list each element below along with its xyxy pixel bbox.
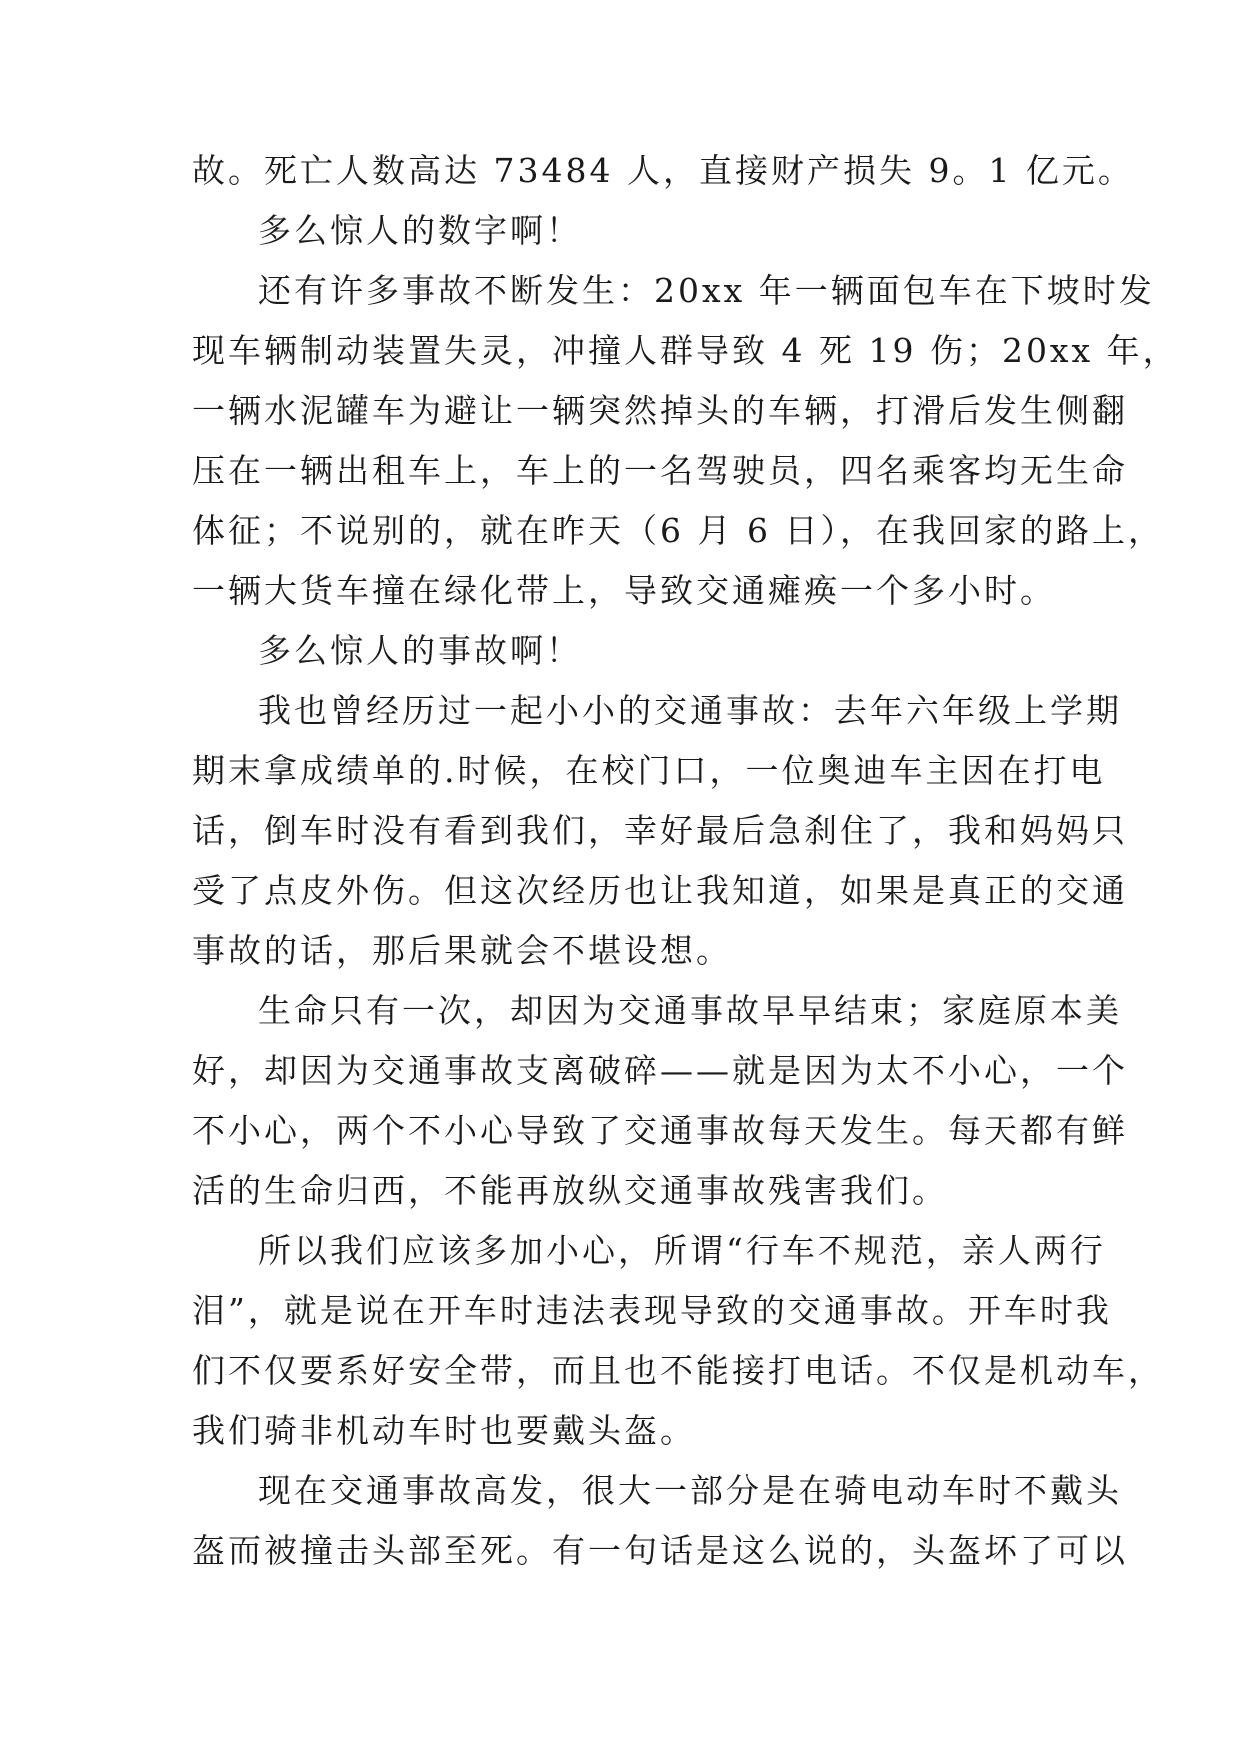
text-line: 体征；不说别的，就在昨天（6 月 6 日），在我回家的路上， bbox=[192, 511, 1164, 550]
text-line: 多么惊人的数字啊！ bbox=[258, 211, 582, 250]
text-line: 不小心，两个不小心导致了交通事故每天发生。每天都有鲜 bbox=[192, 1111, 1128, 1150]
text-line: 盔而被撞击头部至死。有一句话是这么说的，头盔坏了可以 bbox=[192, 1531, 1128, 1570]
text-line: 压在一辆出租车上，车上的一名驾驶员，四名乘客均无生命 bbox=[192, 451, 1128, 490]
text-line: 一辆大货车撞在绿化带上，导致交通瘫痪一个多小时。 bbox=[192, 571, 1056, 610]
text-line: 还有许多事故不断发生：20xx 年一辆面包车在下坡时发 bbox=[258, 271, 1155, 310]
text-line: 事故的话，那后果就会不堪设想。 bbox=[192, 931, 732, 970]
text-line: 我们骑非机动车时也要戴头盔。 bbox=[192, 1411, 696, 1450]
text-line: 好，却因为交通事故支离破碎——就是因为太不小心，一个 bbox=[192, 1051, 1128, 1090]
text-line: 现车辆制动装置失灵，冲撞人群导致 4 死 19 伤；20xx 年， bbox=[192, 331, 1179, 370]
text-line: 所以我们应该多加小心，所谓“行车不规范，亲人两行 bbox=[258, 1231, 1106, 1270]
text-line: 泪”，就是说在开车时违法表现导致的交通事故。开车时我 bbox=[192, 1291, 1112, 1330]
text-line: 我也曾经历过一起小小的交通事故：去年六年级上学期 bbox=[258, 691, 1122, 730]
text-line: 们不仅要系好安全带，而且也不能接打电话。不仅是机动车， bbox=[192, 1351, 1164, 1390]
text-line: 现在交通事故高发，很大一部分是在骑电动车时不戴头 bbox=[258, 1471, 1122, 1510]
text-line: 受了点皮外伤。但这次经历也让我知道，如果是真正的交通 bbox=[192, 871, 1128, 910]
text-line: 一辆水泥罐车为避让一辆突然掉头的车辆，打滑后发生侧翻 bbox=[192, 391, 1128, 430]
text-line: 期末拿成绩单的.时候，在校门口，一位奥迪车主因在打电 bbox=[192, 751, 1106, 790]
text-line: 活的生命归西，不能再放纵交通事故残害我们。 bbox=[192, 1171, 948, 1210]
text-line: 故。死亡人数高达 73484 人，直接财产损失 9。1 亿元。 bbox=[192, 151, 1134, 190]
text-line: 话，倒车时没有看到我们，幸好最后急刹住了，我和妈妈只 bbox=[192, 811, 1128, 850]
text-line: 生命只有一次，却因为交通事故早早结束；家庭原本美 bbox=[258, 991, 1122, 1030]
text-line: 多么惊人的事故啊！ bbox=[258, 631, 582, 670]
